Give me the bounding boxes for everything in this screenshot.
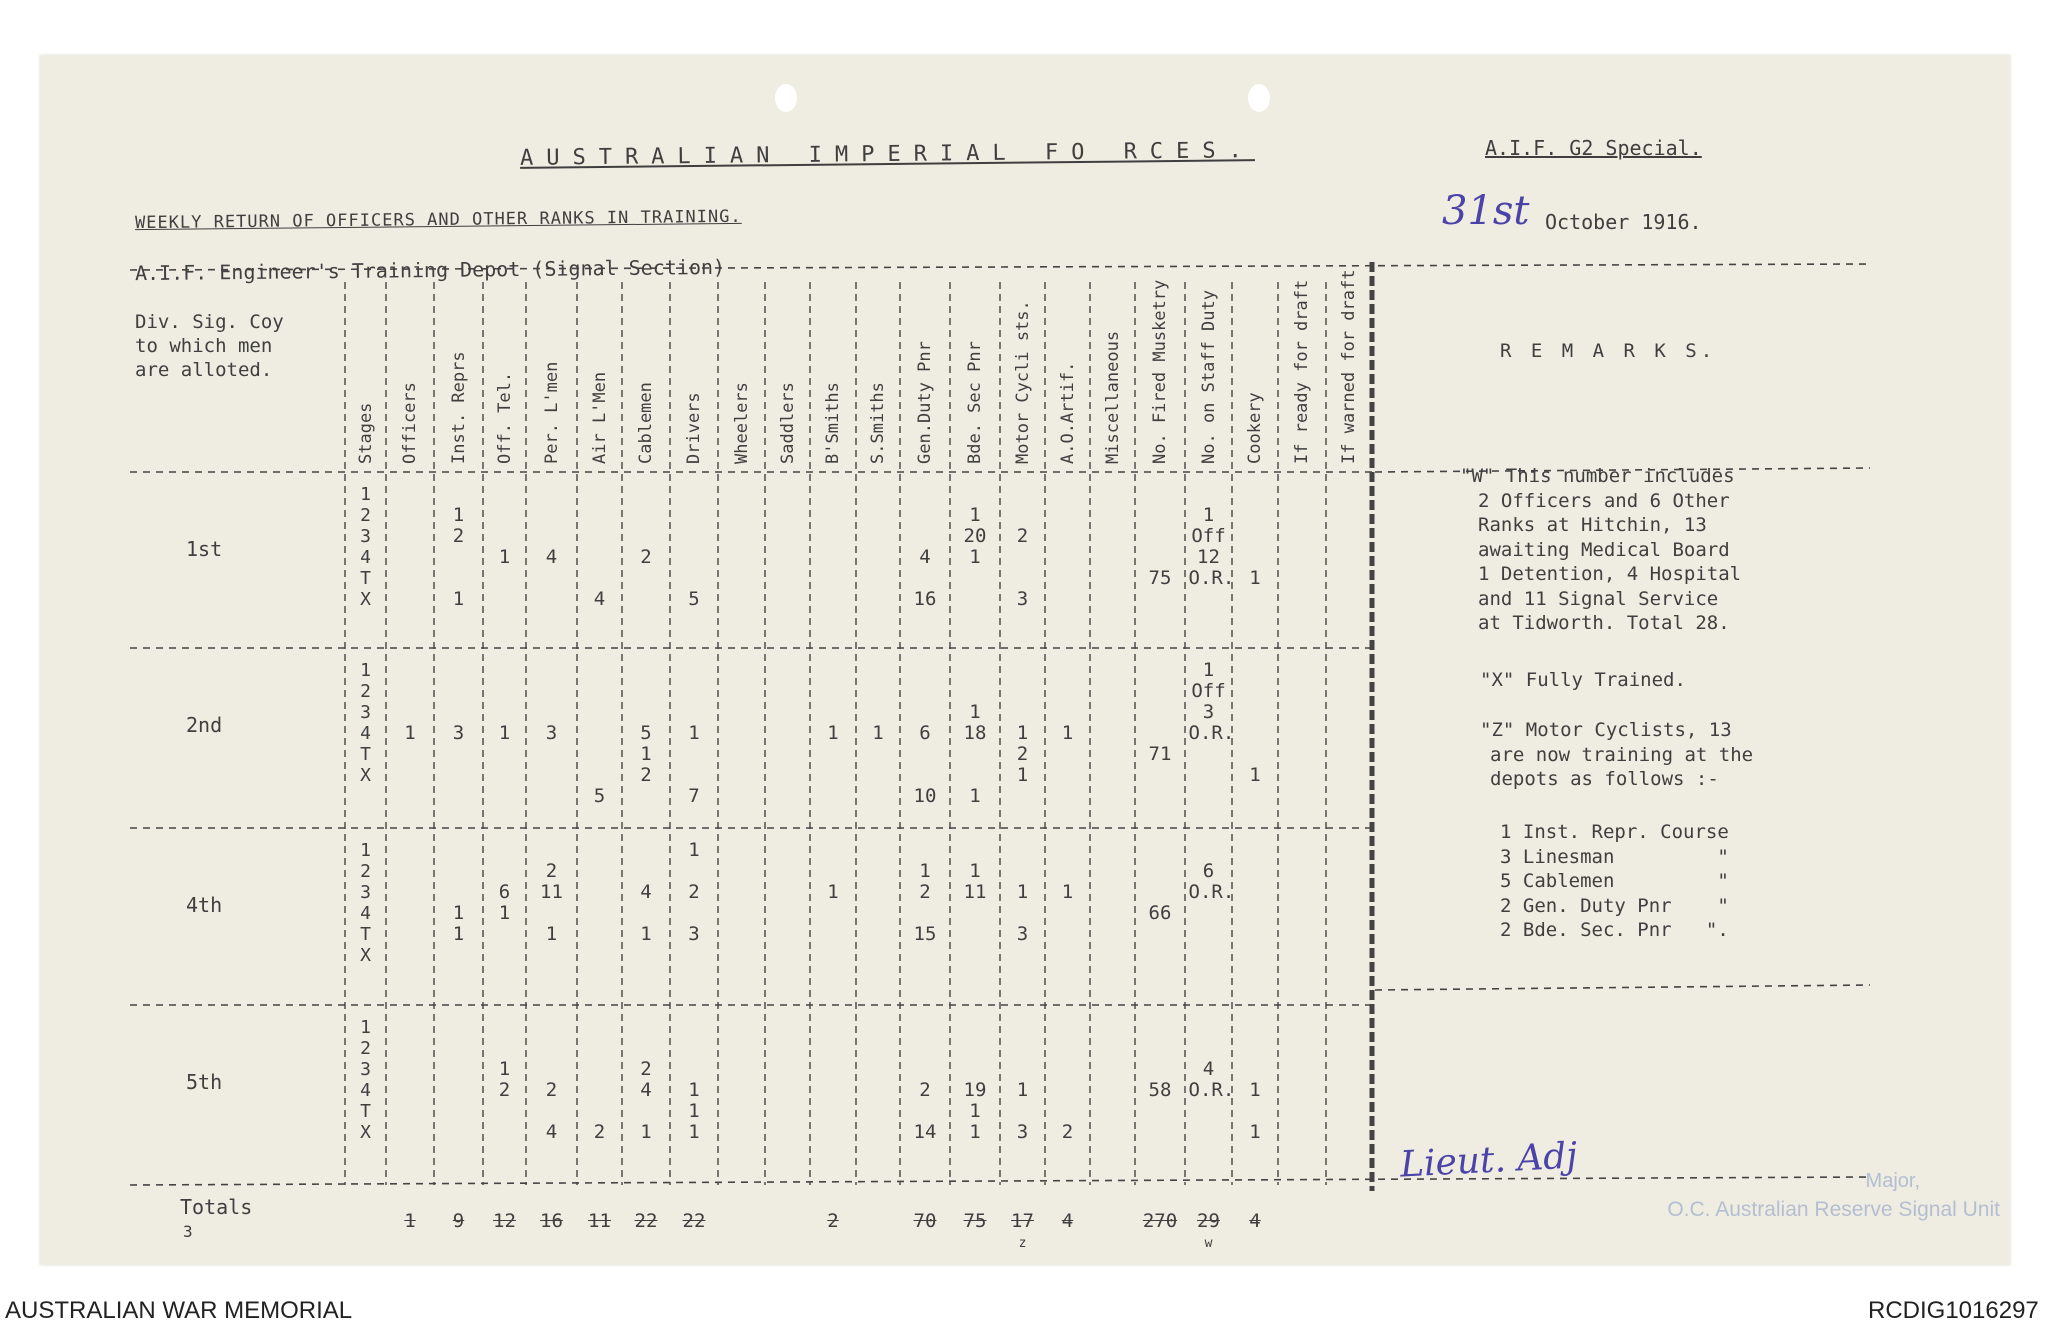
table-cell: 3 xyxy=(1016,923,1029,945)
form-number: A.I.F. G2 Special. xyxy=(1485,136,1702,160)
table-cell: 10 xyxy=(913,785,937,807)
column-header: Officers xyxy=(400,382,420,464)
table-cell: 1 xyxy=(969,1100,981,1122)
table-cell: 5 xyxy=(593,785,606,807)
division-label: 1st xyxy=(186,536,223,561)
table-cell: 5 xyxy=(688,588,700,610)
table-cell: O.R. xyxy=(1188,722,1235,744)
table-cell: 20 xyxy=(963,525,987,547)
table-cell: 58 xyxy=(1148,1079,1172,1101)
table-cell: 1 xyxy=(404,722,416,744)
remarks-rule xyxy=(1375,985,1870,990)
remark-w-line: "W" This number includes xyxy=(1460,465,1735,487)
table-cell: 1 xyxy=(452,902,465,924)
remark-w-line: 2 Officers and 6 Other xyxy=(1478,489,1730,512)
table-cell: Off xyxy=(1191,680,1226,702)
stage-label: 4 xyxy=(360,903,371,924)
total-value: 75 xyxy=(963,1210,987,1232)
signature: Lieut. Adj xyxy=(1399,1135,1579,1186)
total-value: 22 xyxy=(634,1210,658,1232)
division-label: 2nd xyxy=(186,712,223,737)
remarks-header: R E M A R K S. xyxy=(1500,340,1717,362)
column-header: A.O.Artif. xyxy=(1057,361,1078,464)
table-cell: 1 xyxy=(969,860,981,882)
stage-label: 2 xyxy=(360,505,371,526)
remark-x-line: "X" Fully Trained. xyxy=(1480,669,1686,691)
stage-label: 4 xyxy=(360,547,371,568)
table-cell: 2 xyxy=(593,1121,606,1143)
table-cell: 4 xyxy=(545,546,558,568)
column-header: Bde. Sec Pnr xyxy=(965,341,985,464)
remark-z-list-item: 2 Bde. Sec. Pnr ". xyxy=(1500,919,1729,941)
table-cell: 2 xyxy=(545,860,558,882)
table-cell: 2 xyxy=(452,525,465,547)
table-cell: 12 xyxy=(1197,546,1220,568)
table-cell: 6 xyxy=(498,881,511,903)
column-header: Saddlers xyxy=(777,382,798,464)
stage-label: X xyxy=(360,765,371,786)
table-cell: 4 xyxy=(593,588,606,610)
column-header: No. on Staff Duty xyxy=(1198,290,1219,464)
column-header: Per. L'men xyxy=(541,361,562,464)
table-cell: O.R. xyxy=(1188,881,1235,903)
table-cell: 1 xyxy=(688,1121,700,1143)
stage-label: 2 xyxy=(360,681,371,702)
table-cell: 15 xyxy=(913,923,937,945)
column-header: Gen.Duty Pnr xyxy=(915,341,935,464)
document-title: AUSTRALIAN IMPERIAL FO RCES. xyxy=(519,138,1255,171)
stage-label: T xyxy=(360,1101,371,1122)
column-header: S.Smiths xyxy=(868,382,888,464)
table-cell: 1 xyxy=(452,923,465,945)
remark-w-line: Ranks at Hitchin, 13 xyxy=(1478,514,1707,536)
remark-w-line: at Tidworth. Total 28. xyxy=(1478,612,1730,634)
document-subtitle: WEEKLY RETURN OF OFFICERS AND OTHER RANKS IN TRAINING. xyxy=(134,206,742,234)
table-cell: 5 xyxy=(640,722,652,744)
table-cell: 1 xyxy=(872,722,884,744)
table-cell: 1 xyxy=(452,504,465,526)
remark-z-list-item: 5 Cablemen " xyxy=(1500,870,1729,892)
stage-label: 3 xyxy=(360,702,371,723)
table-cell: 1 xyxy=(969,785,981,807)
table-cell: 6 xyxy=(1202,860,1215,882)
column-header: If warned for draft xyxy=(1339,269,1359,464)
table-cell: 2 xyxy=(640,1058,652,1080)
table-cell: 1 xyxy=(969,546,981,568)
table-cell: 1 xyxy=(498,1058,511,1080)
table-cell: 4 xyxy=(640,881,652,903)
column-header: Drivers xyxy=(684,392,704,464)
table-cell: 3 xyxy=(688,923,700,945)
remark-w-line: 1 Detention, 4 Hospital xyxy=(1478,563,1742,585)
total-value: 12 xyxy=(493,1210,516,1232)
table-cell: 2 xyxy=(1016,525,1029,547)
stage-label: X xyxy=(360,589,371,610)
table-cell: 1 xyxy=(1016,1079,1029,1101)
table-cell: 2 xyxy=(498,1079,511,1101)
total-value: 9 xyxy=(452,1210,465,1232)
stage-label: 3 xyxy=(360,882,371,903)
table-cell: Off xyxy=(1191,525,1226,547)
column-header: Stages xyxy=(355,402,376,464)
column-header: Off. Tel. xyxy=(494,371,515,464)
total-value: 16 xyxy=(540,1210,563,1232)
total-value: 11 xyxy=(588,1210,611,1232)
column-header: Cablemen xyxy=(636,382,656,464)
table-cell: 1 xyxy=(1249,1079,1261,1101)
total-value: 70 xyxy=(913,1210,937,1232)
table-cell: 1 xyxy=(498,902,511,924)
remark-z-line: depots as follows :- xyxy=(1490,768,1719,790)
table-cell: 3 xyxy=(1202,701,1215,723)
table-cell: 4 xyxy=(545,1121,558,1143)
stage-label: 1 xyxy=(360,840,371,861)
table-cell: 19 xyxy=(963,1079,987,1101)
total-value: 1 xyxy=(404,1210,416,1232)
table-cell: 3 xyxy=(1016,588,1029,610)
division-column-header: Div. Sig. Coy to which men are alloted. xyxy=(135,311,284,381)
table-cell: 18 xyxy=(963,722,987,744)
typed-date: October 1916. xyxy=(1545,210,1702,234)
table-cell: 1 xyxy=(498,722,511,744)
column-header: Cookery xyxy=(1245,392,1265,464)
stage-label: 1 xyxy=(360,1017,371,1038)
table-cell: 2 xyxy=(919,1079,931,1101)
stage-label: 3 xyxy=(360,1059,371,1080)
stage-label: T xyxy=(360,924,371,945)
table-cell: 75 xyxy=(1148,567,1172,589)
total-value: 4 xyxy=(1249,1210,1261,1232)
table-cell: 1 xyxy=(640,1121,652,1143)
table-cell: 7 xyxy=(688,785,700,807)
total-value: 270 xyxy=(1142,1210,1178,1232)
table-cell: 3 xyxy=(1016,1121,1029,1143)
table-cell: 1 xyxy=(969,504,981,526)
column-header: No. Fired Musketry xyxy=(1150,279,1170,464)
handwritten-date: 31st xyxy=(1442,188,1530,234)
column-header: Motor Cycli sts. xyxy=(1012,300,1033,464)
stage-label: 4 xyxy=(360,1080,371,1101)
stage-label: 1 xyxy=(360,660,371,681)
depot-name: A.I.F. Engineer's Training Depot (Signal Section) xyxy=(134,254,726,286)
table-cell: O.R. xyxy=(1188,1079,1235,1101)
table-cell: 66 xyxy=(1148,902,1172,924)
stage-label: X xyxy=(360,1122,371,1143)
table-cell: 1 xyxy=(640,923,652,945)
column-header: Miscellaneous xyxy=(1102,330,1123,464)
table-cell: 1 xyxy=(827,722,839,744)
table-cell: 16 xyxy=(913,588,937,610)
table-cell: 1 xyxy=(498,546,511,568)
table-cell: 1 xyxy=(1202,504,1215,526)
table-cell: 11 xyxy=(963,881,987,903)
column-header: Wheelers xyxy=(731,382,752,464)
table-cell: 4 xyxy=(919,546,931,568)
table-cell: 1 xyxy=(1249,1121,1261,1143)
total-footnote-mark: z xyxy=(1018,1236,1027,1251)
table-cell: 2 xyxy=(545,1079,558,1101)
totals-label: Totals xyxy=(180,1195,253,1219)
table-cell: 4 xyxy=(640,1079,652,1101)
stage-label: X xyxy=(360,945,371,966)
stage-label: T xyxy=(360,568,371,589)
table-cell: 11 xyxy=(540,881,563,903)
table-cell: O.R. xyxy=(1188,567,1235,589)
table-cell: 2 xyxy=(640,546,652,568)
table-top-rule xyxy=(130,264,1870,270)
table-cell: 1 xyxy=(1202,659,1215,681)
table-cell: 1 xyxy=(969,1121,981,1143)
table-cell: 3 xyxy=(452,722,465,744)
table-cell: 1 xyxy=(1016,722,1029,744)
totals-sub-mark: 3 xyxy=(183,1222,193,1241)
total-value: 17 xyxy=(1011,1210,1034,1232)
remark-w-line: awaiting Medical Board xyxy=(1478,538,1730,561)
table-cell: 2 xyxy=(1016,743,1029,765)
stage-label: T xyxy=(360,744,371,765)
table-cell: 4 xyxy=(1202,1058,1215,1080)
total-footnote-mark: w xyxy=(1204,1236,1213,1251)
table-cell: 1 xyxy=(545,923,558,945)
column-header: Air L'Men xyxy=(589,371,610,464)
table-cell: 1 xyxy=(688,1100,700,1122)
table-cell: 6 xyxy=(919,722,931,744)
stage-label: 3 xyxy=(360,526,371,547)
table-cell: 2 xyxy=(640,764,652,786)
stage-label: 4 xyxy=(360,723,371,744)
column-header: If ready for draft xyxy=(1292,279,1312,464)
column-header: Inst. Reprs xyxy=(448,351,469,464)
table-cell: 1 xyxy=(1061,722,1074,744)
remark-z-list-item: 3 Linesman " xyxy=(1500,845,1729,868)
table-cell: 1 xyxy=(1249,764,1261,786)
total-value: 4 xyxy=(1061,1210,1074,1232)
division-label: 4th xyxy=(186,892,223,917)
table-cell: 1 xyxy=(919,860,931,882)
division-label: 5th xyxy=(186,1069,223,1094)
table-cell: 1 xyxy=(640,743,652,765)
remark-z-line: are now training at the xyxy=(1490,743,1754,766)
table-cell: 1 xyxy=(827,881,839,903)
stage-label: 2 xyxy=(360,861,371,882)
column-header: B'Smiths xyxy=(823,382,843,464)
signature-unit: O.C. Australian Reserve Signal Unit xyxy=(1667,1198,2000,1221)
archive-name: AUSTRALIAN WAR MEMORIAL xyxy=(5,1297,353,1324)
table-cell: 1 xyxy=(688,839,700,861)
table-cell: 1 xyxy=(1061,881,1074,903)
table-cell: 1 xyxy=(969,701,981,723)
stage-label: 2 xyxy=(360,1038,371,1059)
total-value: 29 xyxy=(1197,1210,1220,1232)
remark-z-list-item: 2 Gen. Duty Pnr " xyxy=(1500,894,1729,917)
remark-z-line: "Z" Motor Cyclists, 13 xyxy=(1480,719,1732,741)
archive-reference: RCDIG1016297 xyxy=(1868,1297,2039,1324)
total-value: 22 xyxy=(682,1210,706,1232)
table-cell: 2 xyxy=(688,881,700,903)
table-cell: 1 xyxy=(1016,881,1029,903)
table-cell: 1 xyxy=(688,722,700,744)
table-cell: 2 xyxy=(919,881,931,903)
table-cell: 1 xyxy=(688,1079,700,1101)
table-cell: 1 xyxy=(452,588,465,610)
remark-z-list-item: 1 Inst. Repr. Course xyxy=(1500,821,1729,843)
table-cell: 2 xyxy=(1061,1121,1074,1143)
table-cell: 3 xyxy=(545,722,558,744)
table-cell: 71 xyxy=(1148,743,1172,765)
table-cell: 14 xyxy=(913,1121,937,1143)
table-cell: 1 xyxy=(1016,764,1029,786)
stage-label: 1 xyxy=(360,484,371,505)
table-cell: 1 xyxy=(1249,567,1261,589)
remark-w-line: and 11 Signal Service xyxy=(1478,587,1719,610)
total-value: 2 xyxy=(827,1210,839,1232)
signature-rank: Major, xyxy=(1865,1170,1920,1192)
